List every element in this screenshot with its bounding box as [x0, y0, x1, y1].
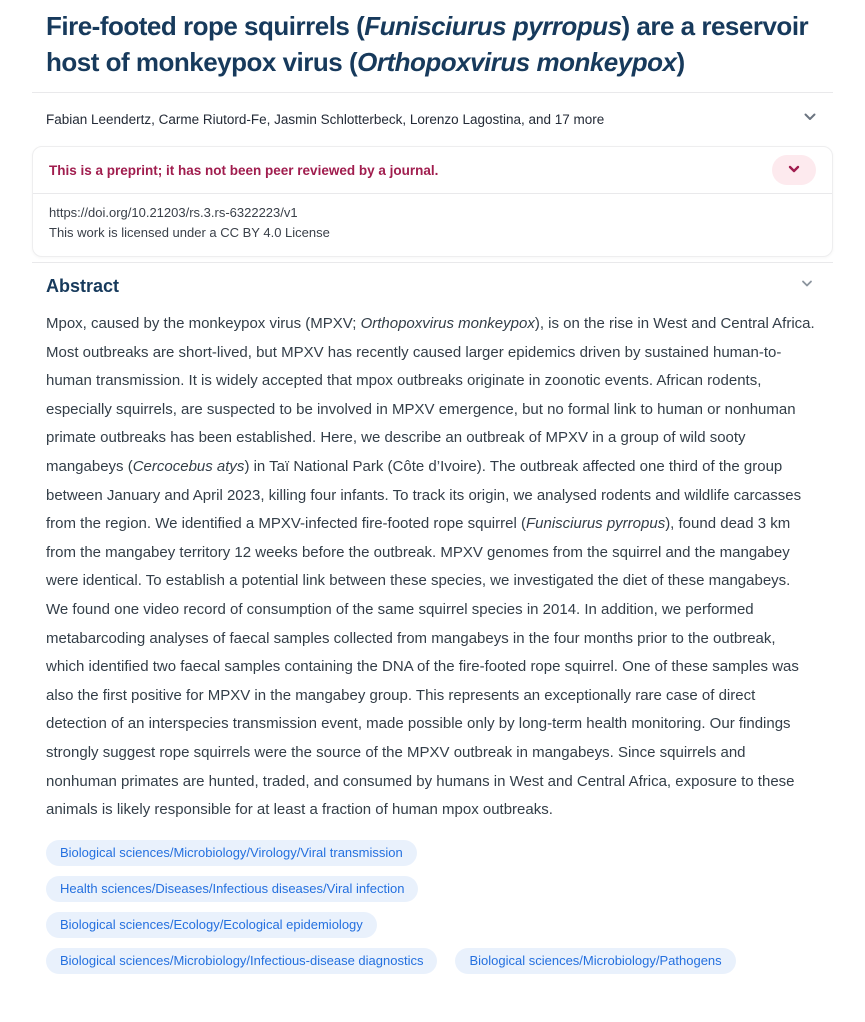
abstract-heading: Abstract: [46, 276, 120, 296]
subject-tags: [32, 840, 833, 974]
title-text: ) are a reservoir host of monkeypox virus (: [46, 11, 809, 77]
abstract-segment: ) in Taï National Park (Côte d’Ivoire). The outbreak affected one third of the group between January and April 2023, killing four infants. To track its origin, we analysed rodents and wildlife carcasses from the region. We identified a MPXV-infected fire-footed rope squirrel (: [46, 457, 802, 533]
license-text: This work is licensed under a CC BY 4.0 License: [49, 225, 330, 240]
tag-row: [46, 912, 819, 938]
title-text: ): [676, 47, 685, 77]
tag-pill[interactable]: Biological sciences/Microbiology/Virology/Viral transmission: [46, 840, 417, 866]
title-text: Fire-footed rope squirrels (: [46, 11, 365, 41]
title-species-name: Funisciurus pyrropus: [364, 11, 622, 41]
abstract-species-name: Cercocebus atys: [132, 457, 245, 475]
abstract-segment: ), found dead 3 km from the mangabey territory 12 weeks before the outbreak. MPXV genomes from the squirrel and the mangabey were identical. To establish a potential link between these species, we investigated the diet of these mangabeys. We found one video record of consumption of the same squirrel species in 2014. In addition, we performed metabarcoding analyses of faecal samples collected from mangabeys in the four months prior to the outbreak, which identified two faecal samples containing the DNA of the fire-footed rope squirrel. One of these samples was also the first positive for MPXV in the mangabey group. This represents an exceptionally rare case of direct detection of an interspecies transmission event, made possible only by long-term health monitoring. Our findings strongly suggest rope squirrels were the source of the MPXV outbreak in mangabeys. Since squirrels and nonhuman primates are hunted, traded, and consumed by humans in West and Central Africa, exposure to these animals is likely responsible for at least a fraction of human mpox outbreaks.: [46, 515, 799, 819]
abstract-species-name: Funisciurus pyrropus: [525, 515, 666, 533]
tag-row: [46, 948, 819, 974]
tag-row: [46, 840, 819, 866]
authors-line: Fabian Leendertz, Carme Riutord-Fe, Jasmin Schlotterbeck, Lorenzo Lagostina, and 17 more: [46, 111, 605, 127]
chevron-down-icon[interactable]: [801, 108, 819, 131]
preprint-expand-button[interactable]: [772, 155, 816, 185]
doi-link[interactable]: https://doi.org/10.21203/rs.3.rs-6322223/v1: [49, 205, 298, 220]
abstract-section-header[interactable]: [32, 263, 833, 306]
tag-pill[interactable]: Biological sciences/Microbiology/Infectious-disease diagnostics: [46, 948, 437, 974]
chevron-down-icon: [786, 161, 802, 180]
title-virus-name: Orthopoxvirus monkeypox: [357, 47, 677, 77]
tag-row: [46, 876, 819, 902]
abstract-species-name: Orthopoxvirus monkeypox: [360, 315, 535, 332]
chevron-down-icon[interactable]: [799, 276, 815, 297]
tag-pill[interactable]: Health sciences/Diseases/Infectious diseases/Viral infection: [46, 876, 418, 902]
page-title: [32, 8, 833, 80]
tag-pill[interactable]: Biological sciences/Ecology/Ecological epidemiology: [46, 912, 377, 938]
preprint-card: [32, 146, 833, 257]
abstract-text: [32, 306, 833, 825]
abstract-segment: ), is on the rise in West and Central Africa. Most outbreaks are short-lived, but MPXV has recently caused larger epidemics driven by sustained human-to-human transmission. It is widely accepted that mpox outbreaks originate in zoonotic events. African rodents, especially squirrels, are suspected to be involved in MPXV emergence, but no formal link to human or nonhuman primate outbreaks has been established. Here, we describe an outbreak of MPXV in a group of wild sooty mangabeys (: [46, 315, 815, 475]
card-links: [33, 194, 832, 256]
tag-pill[interactable]: Biological sciences/Microbiology/Pathogens: [455, 948, 735, 974]
preprint-notice-text: This is a preprint; it has not been peer reviewed by a journal.: [49, 162, 439, 178]
authors-row: [32, 93, 833, 146]
preprint-notice-row: [33, 147, 832, 193]
abstract-segment: Mpox, caused by the monkeypox virus (MPXV;: [46, 315, 361, 332]
